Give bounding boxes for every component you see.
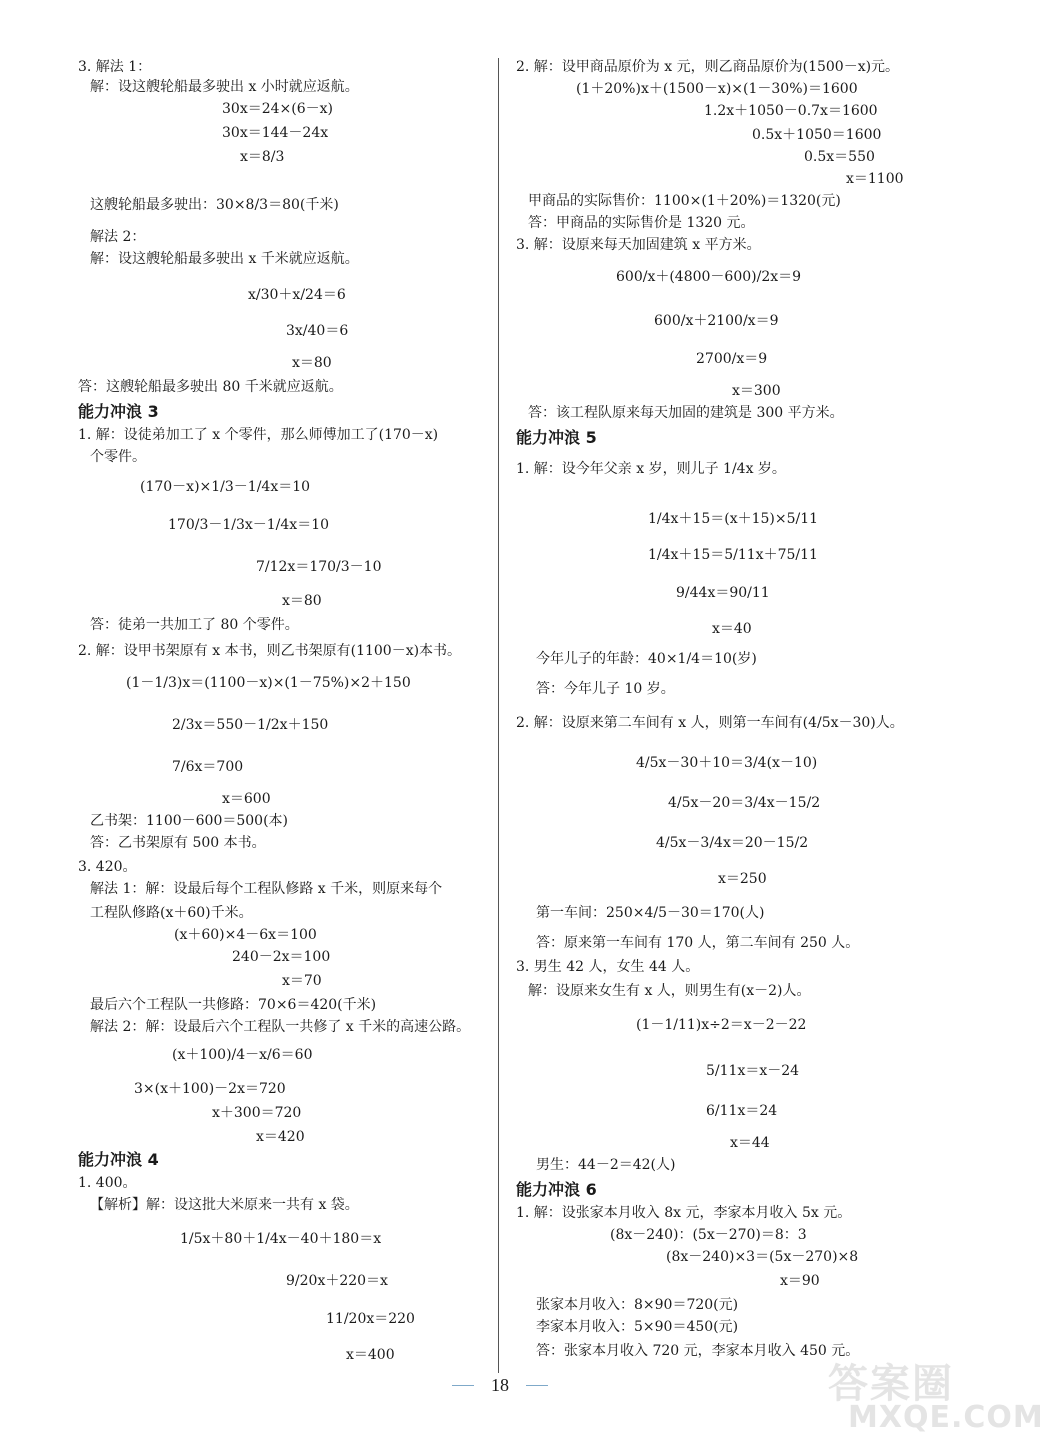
text-line: 7/6x＝700 <box>172 759 244 775</box>
text-line: 3. 420。 <box>78 859 137 875</box>
text-line: x＝250 <box>718 871 767 887</box>
text-line: 5/11x＝x－24 <box>706 1063 800 1079</box>
text-line: x＝44 <box>730 1135 770 1151</box>
text-line: 1/4x＋15＝(x＋15)×5/11 <box>648 511 819 527</box>
text-line: (1－1/11)x÷2＝x－2－22 <box>636 1017 807 1033</box>
text-line: (1－1/3)x＝(1100－x)×(1－75%)×2＋150 <box>126 675 411 691</box>
text-line: 答：原来第一车间有 170 人，第二车间有 250 人。 <box>536 935 860 951</box>
text-line: x/30＋x/24＝6 <box>248 287 346 303</box>
text-line: 600/x＋(4800－600)/2x＝9 <box>616 269 802 285</box>
text-line: 30x＝144－24x <box>222 125 329 141</box>
text-line: 2/3x＝550－1/2x＋150 <box>172 717 329 733</box>
text-line: 3×(x＋100)－2x＝720 <box>134 1081 286 1097</box>
text-line: 1/4x＋15＝5/11x＋75/11 <box>648 547 818 563</box>
text-line: 这艘轮船最多驶出：30×8/3＝80(千米) <box>90 197 339 213</box>
text-line: 4/5x－3/4x＝20－15/2 <box>656 835 809 851</box>
text-line: 3. 男生 42 人，女生 44 人。 <box>516 959 700 975</box>
text-line: x＝600 <box>222 791 271 807</box>
footer-dash-left <box>452 1385 474 1386</box>
text-line: x＝80 <box>292 355 332 371</box>
text-line: 最后六个工程队一共修路：70×6＝420(千米) <box>90 997 377 1013</box>
text-line: 答：乙书架原有 500 本书。 <box>90 835 266 851</box>
text-line: x＝70 <box>282 973 322 989</box>
text-line: (8x－240)×3＝(5x－270)×8 <box>666 1249 859 1265</box>
text-line: 解：设原来女生有 x 人，则男生有(x－2)人。 <box>528 983 811 999</box>
text-line: 6/11x＝24 <box>706 1103 778 1119</box>
text-line: 240－2x＝100 <box>232 949 331 965</box>
text-line: 4/5x－30＋10＝3/4(x－10) <box>636 755 818 771</box>
text-line: 3x/40＝6 <box>286 323 349 339</box>
text-line: 1. 解：设徒弟加工了 x 个零件，那么师傅加工了(170－x) <box>78 427 439 443</box>
text-line: 工程队修路(x＋60)千米。 <box>90 905 253 921</box>
text-line: 解法 2：解：设最后六个工程队一共修了 x 千米的高速公路。 <box>90 1019 471 1035</box>
watermark-logo: 答案圈 <box>828 1361 954 1407</box>
text-line: 答：该工程队原来每天加固的建筑是 300 平方米。 <box>528 405 844 421</box>
text-line: 2. 解：设甲书架原有 x 本书，则乙书架原有(1100－x)本书。 <box>78 643 462 659</box>
text-line: 170/3－1/3x－1/4x＝10 <box>168 517 330 533</box>
text-line: x＋300＝720 <box>212 1105 302 1121</box>
text-line: 答：张家本月收入 720 元，李家本月收入 450 元。 <box>536 1343 860 1359</box>
watermark-url: MXQE.COM <box>848 1400 1044 1435</box>
text-line: 李家本月收入：5×90＝450(元) <box>536 1319 739 1335</box>
text-line: 今年儿子的年龄：40×1/4＝10(岁) <box>536 651 757 667</box>
text-line: 甲商品的实际售价：1100×(1＋20%)＝1320(元) <box>528 193 841 209</box>
text-line: (8x－240)：(5x－270)＝8：3 <box>610 1227 807 1243</box>
section-heading: 能力冲浪 5 <box>516 428 597 447</box>
text-line: 答：这艘轮船最多驶出 80 千米就应返航。 <box>78 379 343 395</box>
text-line: 【解析】解：设这批大米原来一共有 x 袋。 <box>90 1197 359 1213</box>
text-line: 1.2x＋1050－0.7x＝1600 <box>704 103 878 119</box>
text-line: x＝8/3 <box>240 149 285 165</box>
text-line: 答：今年儿子 10 岁。 <box>536 681 675 697</box>
text-line: 4/5x－20＝3/4x－15/2 <box>668 795 821 811</box>
text-line: (170－x)×1/3－1/4x＝10 <box>140 479 311 495</box>
footer-dash-right <box>526 1385 548 1386</box>
text-line: x＝300 <box>732 383 781 399</box>
text-line: 11/20x＝220 <box>326 1311 415 1327</box>
section-heading: 能力冲浪 3 <box>78 402 159 421</box>
text-line: 张家本月收入：8×90＝720(元) <box>536 1297 739 1313</box>
text-line: 乙书架：1100－600＝500(本) <box>90 813 288 829</box>
text-line: 答：徒弟一共加工了 80 个零件。 <box>90 617 299 633</box>
text-line: 2. 解：设原来第二车间有 x 人，则第一车间有(4/5x－30)人。 <box>516 715 904 731</box>
text-line: 9/44x＝90/11 <box>676 585 770 601</box>
text-line: 3. 解法 1： <box>78 59 152 75</box>
text-line: 解法 1：解：设最后每个工程队修路 x 千米，则原来每个 <box>90 881 443 897</box>
page-number: 18 <box>491 1375 509 1395</box>
text-line: 30x＝24×(6－x) <box>222 101 333 117</box>
text-line: 解：设这艘轮船最多驶出 x 千米就应返航。 <box>90 251 359 267</box>
text-line: 7/12x＝170/3－10 <box>256 559 382 575</box>
text-line: 2700/x＝9 <box>696 351 768 367</box>
text-line: 第一车间：250×4/5－30＝170(人) <box>536 905 765 921</box>
text-line: x＝90 <box>780 1273 820 1289</box>
text-line: 男生：44－2＝42(人) <box>536 1157 676 1173</box>
text-line: x＝80 <box>282 593 322 609</box>
text-line: 答：甲商品的实际售价是 1320 元。 <box>528 215 755 231</box>
text-line: 3. 解：设原来每天加固建筑 x 平方米。 <box>516 237 761 253</box>
text-line: 解：设这艘轮船最多驶出 x 小时就应返航。 <box>90 79 359 95</box>
text-line: 1/5x＋80＋1/4x－40＋180＝x <box>180 1231 382 1247</box>
text-line: 1. 解：设张家本月收入 8x 元，李家本月收入 5x 元。 <box>516 1205 852 1221</box>
text-line: 个零件。 <box>90 449 146 465</box>
section-heading: 能力冲浪 6 <box>516 1180 597 1199</box>
text-line: x＝1100 <box>846 171 904 187</box>
text-line: 9/20x＋220＝x <box>286 1273 388 1289</box>
text-line: x＝400 <box>346 1347 395 1363</box>
text-line: (x＋60)×4－6x＝100 <box>174 927 317 943</box>
text-line: (1＋20%)x＋(1500－x)×(1－30%)＝1600 <box>576 81 858 97</box>
text-line: (x＋100)/4－x/6＝60 <box>172 1047 313 1063</box>
text-line: 1. 解：设今年父亲 x 岁，则儿子 1/4x 岁。 <box>516 461 786 477</box>
text-line: 1. 400。 <box>78 1175 137 1191</box>
text-line: 0.5x＋1050＝1600 <box>752 127 882 143</box>
text-line: 0.5x＝550 <box>804 149 875 165</box>
section-heading: 能力冲浪 4 <box>78 1150 159 1169</box>
text-line: 解法 2： <box>90 229 146 245</box>
text-line: x＝40 <box>712 621 752 637</box>
text-line: 600/x＋2100/x＝9 <box>654 313 779 329</box>
column-divider <box>498 58 499 1373</box>
text-line: 2. 解：设甲商品原价为 x 元，则乙商品原价为(1500－x)元。 <box>516 59 900 75</box>
text-line: x＝420 <box>256 1129 305 1145</box>
